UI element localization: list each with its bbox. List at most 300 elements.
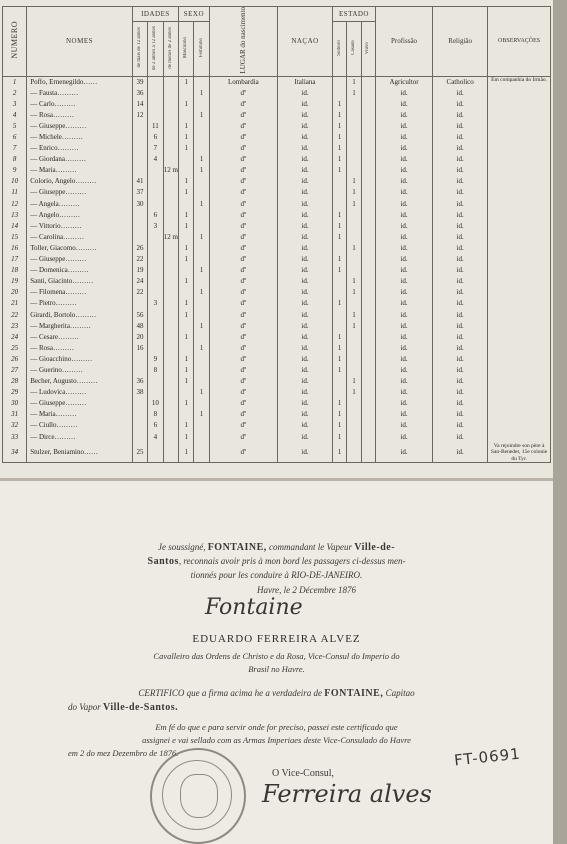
cell-ca — [347, 343, 361, 354]
cell-obs — [488, 420, 551, 431]
cell-f: 1 — [194, 88, 209, 99]
cell-ca: 1 — [347, 76, 361, 88]
cell-b: 9 — [148, 354, 163, 365]
table-row — [3, 354, 551, 365]
cell-b: 3 — [148, 221, 163, 232]
cell-prof: id. — [375, 221, 432, 232]
cell-v — [361, 99, 375, 110]
cell-a — [132, 154, 147, 165]
cell-obs — [488, 88, 551, 99]
cell-b: 6 — [148, 210, 163, 221]
cell-m: 1 — [179, 254, 194, 265]
cell-a — [132, 354, 147, 365]
cell-a: 24 — [132, 276, 147, 287]
table-row — [3, 99, 551, 110]
cell-prof: id. — [375, 254, 432, 265]
cell-m: 1 — [179, 99, 194, 110]
cell-lugar: dº — [209, 187, 277, 198]
cell-c — [163, 365, 178, 376]
cell-nome: — Ludovica……… — [27, 387, 133, 398]
col-header-lugar: LUGAR do nascimento — [209, 7, 277, 77]
cell-n: 16 — [3, 243, 27, 254]
cell-n: 33 — [3, 432, 27, 443]
cell-rel: id. — [433, 210, 488, 221]
cell-obs — [488, 165, 551, 176]
cell-nome: — Dirce……… — [27, 432, 133, 443]
cell-s: 1 — [333, 443, 347, 463]
cell-rel: id. — [433, 276, 488, 287]
cell-rel: id. — [433, 221, 488, 232]
cell-nacao: id. — [278, 376, 333, 387]
cell-lugar: dº — [209, 321, 277, 332]
cell-lugar: dº — [209, 276, 277, 287]
cell-lugar: dº — [209, 365, 277, 376]
cell-f — [194, 432, 209, 443]
cell-prof: id. — [375, 132, 432, 143]
cell-nome: — Carlo……… — [27, 99, 133, 110]
table-row — [3, 376, 551, 387]
cell-nacao: id. — [278, 99, 333, 110]
cell-c: 12 m — [163, 165, 178, 176]
cell-v — [361, 199, 375, 210]
cell-rel: Catholico — [433, 76, 488, 88]
cell-n: 23 — [3, 321, 27, 332]
cell-f — [194, 298, 209, 309]
cell-m: 1 — [179, 298, 194, 309]
cell-lugar: dº — [209, 221, 277, 232]
cell-b — [148, 176, 163, 187]
cell-s: 1 — [333, 121, 347, 132]
cell-lugar: dº — [209, 443, 277, 463]
cell-obs — [488, 143, 551, 154]
cell-ca — [347, 121, 361, 132]
cell-c — [163, 187, 178, 198]
cell-v — [361, 443, 375, 463]
certifico-line-1: CERTIFICO que a firma acima he a verdadeira de FONTAINE, Capitao — [138, 688, 415, 699]
cell-f — [194, 354, 209, 365]
cell-prof: id. — [375, 199, 432, 210]
cell-b: 4 — [148, 154, 163, 165]
cell-b: 8 — [148, 365, 163, 376]
table-row — [3, 132, 551, 143]
cell-a: 56 — [132, 309, 147, 320]
passenger-register-table — [2, 6, 551, 463]
table-row — [3, 398, 551, 409]
col-header-viuvo: Viuvo — [361, 21, 375, 76]
cell-ca: 1 — [347, 176, 361, 187]
cell-c — [163, 420, 178, 431]
cell-b: 10 — [148, 398, 163, 409]
cell-b — [148, 387, 163, 398]
cell-a — [132, 432, 147, 443]
cell-prof: id. — [375, 287, 432, 298]
ship-name: Ville-de- — [354, 542, 396, 553]
cell-lugar: dº — [209, 243, 277, 254]
cell-obs — [488, 243, 551, 254]
cell-a: 14 — [132, 99, 147, 110]
table-row — [3, 232, 551, 243]
cell-v — [361, 287, 375, 298]
cell-prof: id. — [375, 298, 432, 309]
captain-signature: Fontaine — [205, 595, 303, 620]
cell-b — [148, 165, 163, 176]
table-row — [3, 287, 551, 298]
cell-f — [194, 176, 209, 187]
cell-lugar: dº — [209, 154, 277, 165]
cell-f — [194, 99, 209, 110]
cell-obs — [488, 287, 551, 298]
cell-rel: id. — [433, 376, 488, 387]
cell-a: 37 — [132, 187, 147, 198]
cell-s: 1 — [333, 343, 347, 354]
cell-obs — [488, 309, 551, 320]
cell-nacao: id. — [278, 387, 333, 398]
cell-nome: — Giuseppe……… — [27, 254, 133, 265]
certifico-line-2: do Vapor Ville-de-Santos. — [68, 702, 179, 713]
cell-f — [194, 187, 209, 198]
cell-v — [361, 176, 375, 187]
cell-c — [163, 398, 178, 409]
cell-n: 17 — [3, 254, 27, 265]
cell-prof: id. — [375, 387, 432, 398]
cert-line-1: Je soussigné, FONTAINE, commandant le Vapeur Ville-de- — [157, 542, 396, 553]
cell-v — [361, 232, 375, 243]
cell-c — [163, 443, 178, 463]
cell-nacao: id. — [278, 254, 333, 265]
cell-obs — [488, 387, 551, 398]
cert-line-3: tionnés pour les conduire à RIO-DE-JANEIRO. — [190, 570, 363, 580]
cell-b — [148, 309, 163, 320]
cell-ca: 1 — [347, 276, 361, 287]
cell-s — [333, 287, 347, 298]
cell-n: 25 — [3, 343, 27, 354]
cell-ca — [347, 420, 361, 431]
cell-f — [194, 121, 209, 132]
col-header-masculino: Masculino — [179, 21, 194, 76]
cell-rel: id. — [433, 176, 488, 187]
cell-prof: id. — [375, 99, 432, 110]
cell-rel: id. — [433, 154, 488, 165]
cell-nacao: id. — [278, 221, 333, 232]
fe-line-3: em 2 do mez Dezembro de 1876. — [68, 748, 179, 758]
cell-n: 26 — [3, 354, 27, 365]
cell-v — [361, 298, 375, 309]
cell-lugar: dº — [209, 343, 277, 354]
cell-nome: — Maria……… — [27, 409, 133, 420]
cell-s: 1 — [333, 298, 347, 309]
cell-prof: id. — [375, 354, 432, 365]
cell-rel: id. — [433, 132, 488, 143]
cell-v — [361, 154, 375, 165]
cell-m — [179, 88, 194, 99]
cell-v — [361, 409, 375, 420]
cell-c — [163, 265, 178, 276]
cell-f: 1 — [194, 343, 209, 354]
table-row — [3, 254, 551, 265]
cell-f — [194, 254, 209, 265]
cell-s — [333, 88, 347, 99]
cell-a — [132, 398, 147, 409]
cell-m: 1 — [179, 354, 194, 365]
cell-v — [361, 432, 375, 443]
cell-rel: id. — [433, 409, 488, 420]
table-row — [3, 221, 551, 232]
cell-ca: 1 — [347, 309, 361, 320]
cell-lugar: dº — [209, 309, 277, 320]
cell-rel: id. — [433, 398, 488, 409]
cell-m: 1 — [179, 309, 194, 320]
cell-ca — [347, 332, 361, 343]
table-row — [3, 420, 551, 431]
cell-prof: id. — [375, 210, 432, 221]
cell-f: 1 — [194, 199, 209, 210]
cell-n: 18 — [3, 265, 27, 276]
cell-c — [163, 154, 178, 165]
cell-obs — [488, 210, 551, 221]
cell-v — [361, 387, 375, 398]
cell-m: 1 — [179, 221, 194, 232]
cell-n: 21 — [3, 298, 27, 309]
cell-obs — [488, 132, 551, 143]
cell-nome: — Giordana……… — [27, 154, 133, 165]
cell-obs — [488, 298, 551, 309]
cell-ca — [347, 354, 361, 365]
cell-b: 3 — [148, 298, 163, 309]
cell-f — [194, 365, 209, 376]
cell-obs — [488, 199, 551, 210]
cell-b: 6 — [148, 132, 163, 143]
cell-prof: id. — [375, 365, 432, 376]
cell-f: 1 — [194, 232, 209, 243]
cell-ca — [347, 265, 361, 276]
cell-f — [194, 243, 209, 254]
cell-nacao: id. — [278, 88, 333, 99]
cell-b — [148, 99, 163, 110]
cell-c — [163, 354, 178, 365]
cell-prof: id. — [375, 165, 432, 176]
cell-nacao: id. — [278, 443, 333, 463]
cell-v — [361, 276, 375, 287]
cell-nacao: id. — [278, 343, 333, 354]
cell-lugar: dº — [209, 298, 277, 309]
cell-c — [163, 343, 178, 354]
cert-line-2: Santos, reconnais avoir pris à mon bord les passagers ci-dessus men- — [147, 556, 406, 567]
cell-prof: id. — [375, 332, 432, 343]
cell-rel: id. — [433, 143, 488, 154]
cell-lugar: dº — [209, 210, 277, 221]
cell-lugar: dº — [209, 398, 277, 409]
cell-rel: id. — [433, 199, 488, 210]
cell-s: 1 — [333, 143, 347, 154]
cell-b — [148, 343, 163, 354]
cell-lugar: dº — [209, 88, 277, 99]
table-row — [3, 365, 551, 376]
cell-nome: — Michele……… — [27, 132, 133, 143]
cell-ca — [347, 221, 361, 232]
cell-rel: id. — [433, 298, 488, 309]
cell-v — [361, 210, 375, 221]
cell-s — [333, 387, 347, 398]
cell-lugar: dº — [209, 354, 277, 365]
cell-nacao: id. — [278, 121, 333, 132]
cell-ca: 1 — [347, 243, 361, 254]
cell-n: 22 — [3, 309, 27, 320]
cell-rel: id. — [433, 387, 488, 398]
cell-n: 12 — [3, 199, 27, 210]
cell-ca — [347, 409, 361, 420]
cell-m: 1 — [179, 76, 194, 88]
cell-ca — [347, 210, 361, 221]
cell-ca: 1 — [347, 387, 361, 398]
cell-s — [333, 199, 347, 210]
cell-nacao: id. — [278, 309, 333, 320]
col-header-sexo: SEXO — [179, 7, 210, 22]
cell-obs: Em companhia do Irmão. — [488, 76, 551, 88]
cell-rel: id. — [433, 343, 488, 354]
cell-obs — [488, 265, 551, 276]
cell-a — [132, 365, 147, 376]
cell-c — [163, 199, 178, 210]
cell-c — [163, 432, 178, 443]
cell-m — [179, 154, 194, 165]
cell-c — [163, 276, 178, 287]
table-row — [3, 154, 551, 165]
cell-a: 26 — [132, 243, 147, 254]
cell-f — [194, 143, 209, 154]
cell-v — [361, 110, 375, 121]
cell-rel: id. — [433, 420, 488, 431]
table-row — [3, 309, 551, 320]
cell-s: 1 — [333, 254, 347, 265]
cell-v — [361, 309, 375, 320]
cell-c — [163, 376, 178, 387]
cell-b: 6 — [148, 420, 163, 431]
cell-b: 8 — [148, 409, 163, 420]
cell-ca — [347, 365, 361, 376]
cell-prof: id. — [375, 154, 432, 165]
cell-a: 25 — [132, 443, 147, 463]
cell-nome: Poffo, Ernenegildo…… — [27, 76, 133, 88]
cell-prof: id. — [375, 343, 432, 354]
cell-obs — [488, 365, 551, 376]
cell-ca — [347, 99, 361, 110]
cell-lugar: dº — [209, 287, 277, 298]
cell-nome: — Rosa……… — [27, 110, 133, 121]
cell-f: 1 — [194, 165, 209, 176]
cell-m: 1 — [179, 443, 194, 463]
cell-s: 1 — [333, 232, 347, 243]
cell-v — [361, 88, 375, 99]
cell-c — [163, 143, 178, 154]
cell-c — [163, 110, 178, 121]
cell-lugar: dº — [209, 176, 277, 187]
cell-b: 11 — [148, 121, 163, 132]
cell-ca: 1 — [347, 187, 361, 198]
cell-b: 4 — [148, 432, 163, 443]
cell-s — [333, 243, 347, 254]
cell-obs — [488, 187, 551, 198]
cell-m: 1 — [179, 143, 194, 154]
cell-f: 1 — [194, 409, 209, 420]
cell-nome: — Fausta……… — [27, 88, 133, 99]
cell-nacao: id. — [278, 154, 333, 165]
table-row — [3, 298, 551, 309]
table-row — [3, 187, 551, 198]
cell-nome: — Enrico……… — [27, 143, 133, 154]
cell-n: 1 — [3, 76, 27, 88]
page-fold — [0, 478, 553, 481]
cell-nacao: id. — [278, 298, 333, 309]
cell-s: 1 — [333, 210, 347, 221]
cell-rel: id. — [433, 309, 488, 320]
table-row — [3, 321, 551, 332]
cell-b — [148, 88, 163, 99]
cell-nome: — Domenica……… — [27, 265, 133, 276]
col-header-numero: NUMERO — [3, 7, 27, 77]
table-row — [3, 409, 551, 420]
cell-prof: id. — [375, 321, 432, 332]
cell-nacao: id. — [278, 354, 333, 365]
cell-m: 1 — [179, 187, 194, 198]
cell-rel: id. — [433, 354, 488, 365]
cell-ca — [347, 143, 361, 154]
cell-m: 1 — [179, 210, 194, 221]
col-header-age-under-2: de menos de 2 annos — [163, 21, 178, 76]
cell-b — [148, 243, 163, 254]
cell-m: 1 — [179, 420, 194, 431]
cell-prof: id. — [375, 398, 432, 409]
cell-nome: — Giuseppe……… — [27, 187, 133, 198]
cell-nacao: id. — [278, 432, 333, 443]
cell-n: 11 — [3, 187, 27, 198]
cell-n: 13 — [3, 210, 27, 221]
cell-nacao: id. — [278, 232, 333, 243]
cell-nacao: id. — [278, 287, 333, 298]
cell-nacao: id. — [278, 243, 333, 254]
cell-nome: Becher, Augusto……… — [27, 376, 133, 387]
cell-ca — [347, 110, 361, 121]
cell-b — [148, 110, 163, 121]
cell-nome: — Pietro……… — [27, 298, 133, 309]
cell-c — [163, 121, 178, 132]
cell-prof: Agricultor — [375, 76, 432, 88]
cell-rel: id. — [433, 265, 488, 276]
cell-ca — [347, 132, 361, 143]
cell-nome: — Rosa……… — [27, 343, 133, 354]
cell-c — [163, 409, 178, 420]
cell-v — [361, 254, 375, 265]
cell-b — [148, 76, 163, 88]
cell-nacao: id. — [278, 420, 333, 431]
cell-a: 36 — [132, 376, 147, 387]
cell-n: 19 — [3, 276, 27, 287]
col-header-age-over-12: de mais de 12 annos — [132, 21, 147, 76]
cell-n: 34 — [3, 443, 27, 463]
cell-v — [361, 187, 375, 198]
table-row — [3, 76, 551, 88]
cell-prof: id. — [375, 376, 432, 387]
cell-m — [179, 165, 194, 176]
cell-prof: id. — [375, 110, 432, 121]
cell-nome: — Giuseppe……… — [27, 398, 133, 409]
cell-s: 1 — [333, 432, 347, 443]
cell-prof: id. — [375, 143, 432, 154]
cell-nacao: id. — [278, 110, 333, 121]
cell-s: 1 — [333, 221, 347, 232]
cell-ca — [347, 154, 361, 165]
cell-v — [361, 265, 375, 276]
cell-ca — [347, 398, 361, 409]
